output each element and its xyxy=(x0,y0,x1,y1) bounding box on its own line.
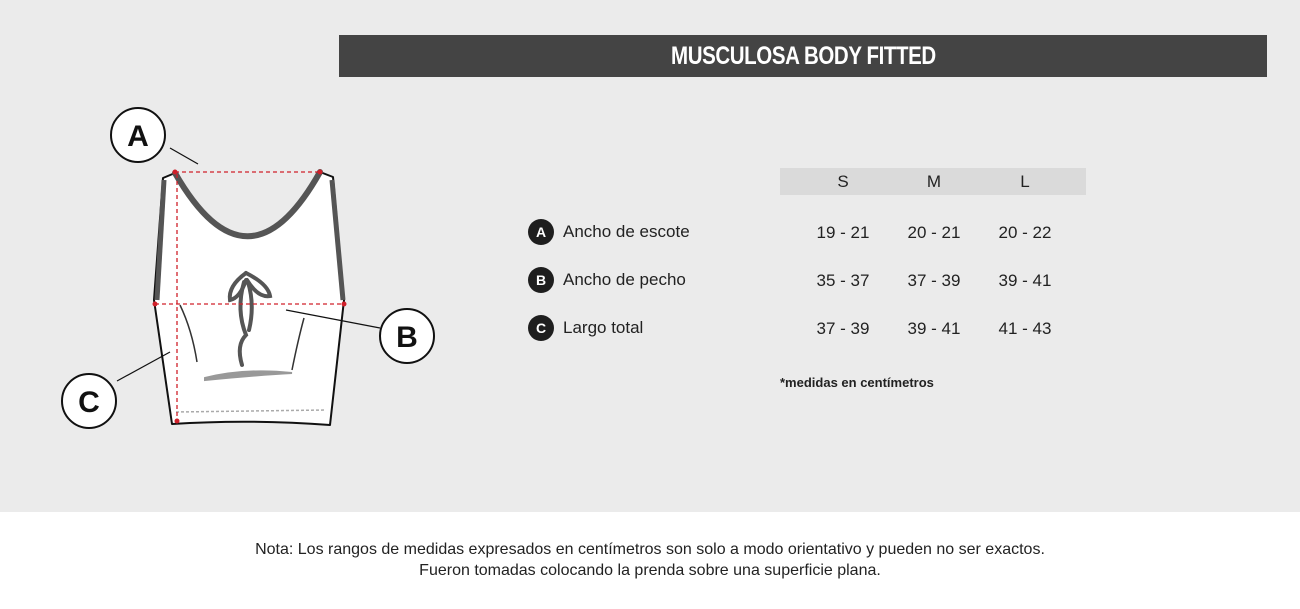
cell-c-l: 41 - 43 xyxy=(998,319,1052,338)
badge-a: A xyxy=(528,219,554,245)
cell-c-m: 39 - 41 xyxy=(907,319,961,338)
callout-b-label: B xyxy=(396,321,418,354)
row-label-text: Ancho de pecho xyxy=(563,270,686,289)
cell-b-l: 39 - 41 xyxy=(998,271,1052,290)
cell-c-s: 37 - 39 xyxy=(816,319,870,338)
garment-diagram xyxy=(0,90,460,450)
row-label-text: Ancho de escote xyxy=(563,222,690,241)
callout-a xyxy=(111,108,165,162)
disclaimer-note xyxy=(0,539,1300,581)
cell-a-l: 20 - 22 xyxy=(998,223,1052,242)
row-label-text: Largo total xyxy=(563,318,644,337)
row-label-total-length xyxy=(528,315,643,341)
cell-b-m: 37 - 39 xyxy=(907,271,961,290)
cell-a-m: 20 - 21 xyxy=(907,223,961,242)
size-header-m: M xyxy=(926,172,942,191)
cell-a-s: 19 - 21 xyxy=(816,223,870,242)
note-line-1: Nota: Los rangos de medidas expresados en centímetros son solo a modo orientativo y pueden no ser exactos. xyxy=(255,541,1045,558)
title-bar xyxy=(339,35,1267,77)
cell-b-s: 35 - 37 xyxy=(816,271,870,290)
callout-c xyxy=(62,374,116,428)
page-title: MUSCULOSA BODY FITTED xyxy=(670,41,936,70)
units-footnote: *medidas en centímetros xyxy=(780,375,934,390)
row-label-chest-width xyxy=(528,267,686,293)
tank-top-outline xyxy=(154,172,344,425)
size-header-l: L xyxy=(1020,172,1030,191)
badge-b: B xyxy=(528,267,554,293)
callout-a-label: A xyxy=(127,120,149,153)
badge-c: C xyxy=(528,315,554,341)
callout-c-label: C xyxy=(78,386,100,419)
size-header-s: S xyxy=(837,172,849,191)
row-label-neck-width xyxy=(528,219,690,245)
callout-b xyxy=(380,309,434,363)
note-line-2: Fueron tomadas colocando la prenda sobre una superficie plana. xyxy=(419,562,881,579)
